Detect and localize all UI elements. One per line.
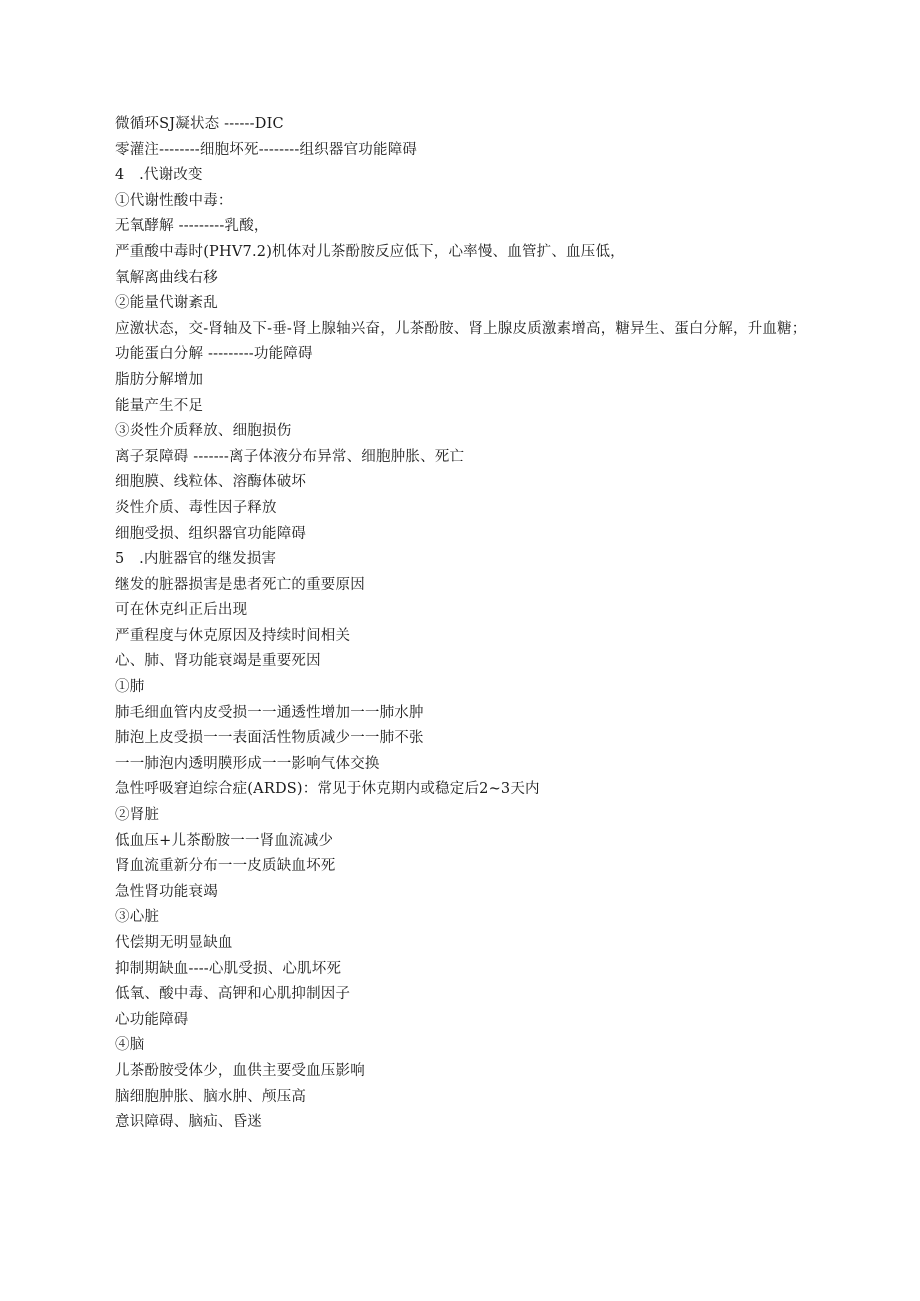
text-line: 意识障碍、脑疝、昏迷 — [115, 1114, 262, 1131]
text-paragraph: 应激状态，交-肾轴及下-垂-肾上腺轴兴奋，儿茶酚胺、肾上腺皮质激素增高，糖异生、蛋白分解，升血糖； — [115, 320, 807, 337]
text-line: 严重程度与休克原因及持续时间相关 — [115, 627, 351, 644]
text-line: 急性肾功能衰竭 — [115, 883, 218, 900]
subsection-heading: ①代谢性酸中毒： — [115, 192, 233, 209]
text-line: 功能蛋白分解 ---------功能障碍 — [115, 346, 313, 363]
text-line: 氧解离曲线右移 — [115, 269, 218, 286]
text-line: 零灌注--------细胞坏死--------组织器官功能障碍 — [115, 141, 418, 158]
text-line: 代偿期无明显缺血 — [115, 935, 233, 951]
text-line: 抑制期缺血----心肌受损、心肌坏死 — [115, 960, 342, 977]
text-line: 严重酸中毒时(PHV7.2)机体对儿茶酚胺反应低下，心率慢、血管扩、血压低， — [115, 243, 625, 260]
subsection-heading: ③心脏 — [115, 909, 160, 926]
text-line: 脂肪分解增加 — [115, 371, 204, 388]
text-line: 可在休克纠正后出现 — [115, 602, 248, 619]
text-line: 一一肺泡内透明膜形成一一影响气体交换 — [115, 755, 380, 772]
text-line: 肺毛细血管内皮受损一一通透性增加一一肺水肿 — [115, 704, 424, 721]
text-line: 低血压+儿茶酚胺一一肾血流减少 — [115, 832, 334, 849]
subsection-heading: ④脑 — [115, 1037, 145, 1054]
text-line: 心、肺、肾功能衰竭是重要死因 — [115, 653, 321, 670]
text-line: 能量产生不足 — [115, 397, 204, 414]
text-line: 肾血流重新分布一一皮质缺血坏死 — [115, 858, 336, 875]
text-line: 急性呼吸窘迫综合症(ARDS)：常见于休克期内或稳定后2~3天内 — [115, 781, 540, 798]
text-line: 离子泵障碍 -------离子体液分布异常、细胞肿胀、死亡 — [115, 448, 465, 465]
section-heading: 4 .代谢改变 — [115, 167, 203, 184]
text-line: 脑细胞肿胀、脑水肿、颅压高 — [115, 1088, 307, 1105]
text-line: 细胞膜、线粒体、溶酶体破坏 — [115, 474, 307, 491]
text-line: 微循环SJ凝状态 ------DIC — [115, 116, 284, 132]
text-line: 儿茶酚胺受体少，血供主要受血压影响 — [115, 1062, 365, 1079]
subsection-heading: ①肺 — [115, 679, 145, 696]
subsection-heading: ②能量代谢紊乱 — [115, 295, 218, 312]
text-line: 无氧酵解 ---------乳酸， — [115, 218, 269, 235]
subsection-heading: ③炎性介质释放、细胞损伤 — [115, 423, 292, 440]
document-body — [87, 112, 827, 1136]
text-line: 肺泡上皮受损一一表面活性物质减少一一肺不张 — [115, 730, 424, 747]
text-line: 低氧、酸中毒、高钾和心肌抑制因子 — [115, 986, 351, 1003]
subsection-heading: ②肾脏 — [115, 807, 160, 824]
text-line: 心功能障碍 — [115, 1011, 189, 1028]
text-line: 炎性介质、毒性因子释放 — [115, 499, 277, 516]
text-line: 继发的脏器损害是患者死亡的重要原因 — [115, 576, 365, 593]
section-heading: 5 .内脏器官的继发损害 — [115, 551, 277, 568]
text-line: 细胞受损、组织器官功能障碍 — [115, 525, 307, 542]
